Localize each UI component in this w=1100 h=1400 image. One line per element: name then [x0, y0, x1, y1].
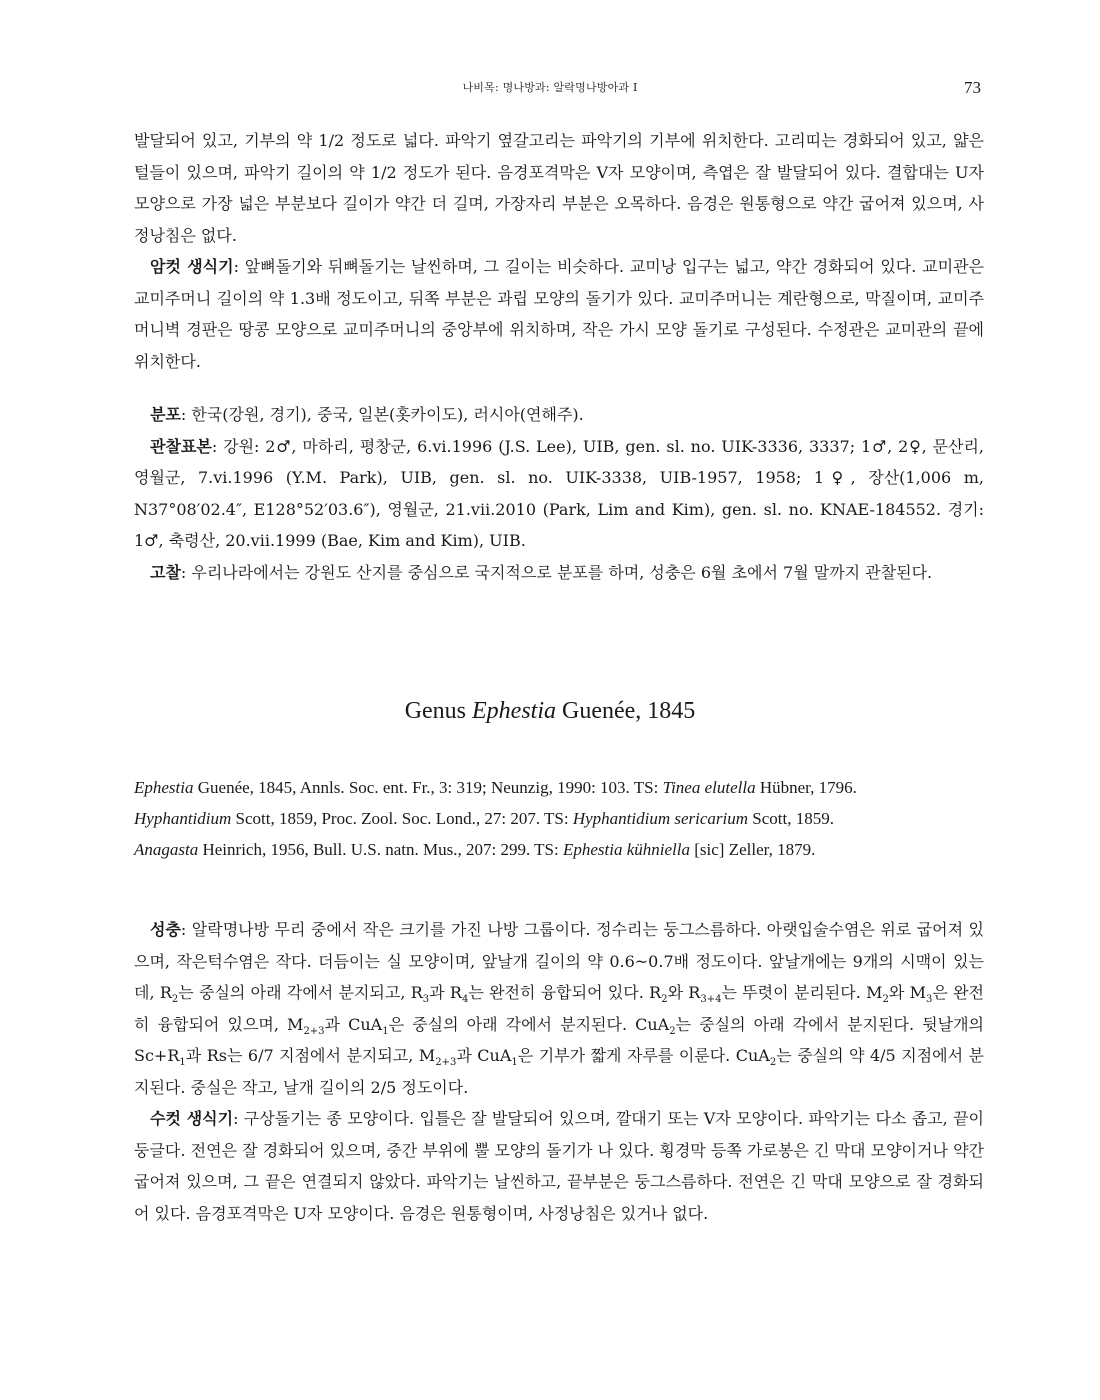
adult-text: 는 중실의 아래 각에서 분지되고, R: [178, 983, 423, 1002]
synonym-entry: [134, 834, 984, 865]
subscript: 1: [382, 1025, 389, 1037]
synonym-name: Anagasta: [134, 840, 199, 859]
adult-label: 성충: [150, 920, 181, 939]
genus-heading: [0, 698, 1100, 725]
adult-text: 와 R: [667, 983, 701, 1002]
adult-text: 과 CuA: [456, 1046, 512, 1065]
type-species-author: [sic] Zeller, 1879.: [689, 840, 816, 859]
adult-text: : 알락명나방 무리 중에서 작은 크기를 가진 나방 그룹이다. 정수리는 둥그스름하다. 아랫입술수염은 위로 굽어져 있으며, 작은턱수염은 작다. 더듬이는 실 모양이며, 앞날개 길이의 약 0.6~0.7배 정도이다. 앞날개에는 9개의 시맥이 있는데, R: [134, 920, 984, 1002]
adult-text: 과 R: [429, 983, 462, 1002]
genus-prefix: Genus: [404, 698, 473, 724]
adult-text: 은 기부가 짧게 자루를 이룬다. CuA: [517, 1046, 770, 1065]
subscript: 3: [422, 994, 430, 1006]
continued-description: [134, 125, 984, 377]
female-genitalia-paragraph: [134, 251, 984, 377]
synonym-text: Scott, 1859, Proc. Zool. Soc. Lond., 27: 207. TS:: [231, 809, 573, 828]
type-species: Hyphantidium sericarium: [572, 809, 749, 828]
male-genitalia-text: : 구상돌기는 종 모양이다. 입틀은 잘 발달되어 있으며, 깔대기 또는 V자 모양이다. 파악기는 다소 좁고, 끝이 둥글다. 전연은 잘 경화되어 있으며, 중간 부위에 뿔 모양의 돌기가 나 있다. 횡경막 등쪽 가로봉은 긴 막대 모양이거나 약간 굽어져 있으며, 그 끝은 연결되지 않았다. 파악기는 날씬하고, 끝부분은 둥그스름하다. 전연은 긴 막대 모양으로 잘 경화되어 있다. 음경포격막은 U자 모양이다. 음경은 원통형이며, 사정낭침은 있거나 없다.: [134, 1109, 984, 1223]
type-species-author: Scott, 1859.: [748, 809, 834, 828]
subscript: 3+4: [700, 994, 722, 1006]
subscript: 2+3: [435, 1057, 457, 1069]
adult-text: 는 완전히 융합되어 있다. R: [468, 983, 662, 1002]
male-genitalia-label: 수컷 생식기: [150, 1109, 234, 1128]
synonym-text: Guenée, 1845, Annls. Soc. ent. Fr., 3: 319; Neunzig, 1990: 103. TS:: [193, 778, 663, 797]
genus-name: Ephestia: [472, 698, 557, 724]
subscript: 2: [769, 1057, 777, 1069]
adult-text: 과 Rs는 6/7 지점에서 분지되고, M: [185, 1046, 436, 1065]
adult-text: 는 뚜렷이 분리된다. M: [721, 983, 883, 1002]
male-genitalia-continuation: 발달되어 있고, 기부의 약 1/2 정도로 넓다. 파악기 옆갈고리는 파악기의 기부에 위치한다. 고리띠는 경화되어 있고, 얇은 털들이 있으며, 파악기 길이의 약 1/2 정도가 된다. 음경포격막은 V자 모양이며, 측엽은 잘 발달되어 있다. 결합대는 U자 모양으로 가장 넓은 부분보다 길이가 약간 더 길며, 가장자리 부분은 오목하다. 음경은 원통형으로 약간 굽어져 있으며, 사정낭침은 없다.: [134, 131, 984, 245]
distribution-text: : 한국(강원, 경기), 중국, 일본(홋카이도), 러시아(연해주).: [180, 405, 584, 424]
genus-author: Guenée, 1845: [556, 698, 696, 724]
adult-text: 와 M: [888, 983, 926, 1002]
synonym-entry: [134, 772, 984, 803]
subscript: 1: [511, 1057, 518, 1069]
adult-text: 은 완전히 융합되어 있으며, M: [134, 983, 985, 1034]
remarks-paragraph: [134, 557, 984, 589]
type-species: Ephestia kühniella: [562, 840, 690, 859]
subscript: 2: [882, 994, 889, 1006]
remarks-text: : 우리나라에서는 강원도 산지를 중심으로 국지적으로 분포를 하며, 성충은 6월 초에서 7월 말까지 관찰된다.: [180, 562, 933, 582]
synonym-list: [134, 772, 984, 865]
genus-description: [134, 914, 984, 1229]
remarks-label: 고찰: [150, 562, 181, 582]
synonym-entry: [134, 803, 984, 834]
subscript: 4: [461, 994, 469, 1006]
adult-text: 은 중실의 아래 각에서 분지된다. CuA: [388, 1014, 670, 1034]
page-number: 73: [964, 78, 981, 97]
distribution-paragraph: [134, 399, 984, 431]
running-header: 나비목: 명나방과: 알락명나방아과 I: [462, 81, 638, 94]
specimens-text: : 강원: 2♂, 마하리, 평창군, 6.vi.1996 (J.S. Lee), UIB, gen. sl. no. UIK-3336, 3337; 1♂, 2♀, 문산리, 영월군, 7.vi.1996 (Y.M. Park), UIB, gen. sl. no. UIK-3338, UIB-1957, 1958; 1♀, 장산(1,006 m, N37°08′02.4″, E128°52′03.6″), 영월군, 21.vii.2010 (Park, Lim and Kim), gen. sl. no. KNAE-184552. 경기: 1♂, 축령산, 20.vii.1999 (Bae, Kim and Kim), UIB.: [134, 436, 984, 550]
synonym-name: Ephestia: [134, 778, 194, 797]
subscript: 1: [179, 1057, 186, 1069]
distribution-label: 분포: [150, 405, 181, 424]
synonym-text: Heinrich, 1956, Bull. U.S. natn. Mus., 207: 299. TS:: [198, 840, 563, 859]
subscript: 2+3: [303, 1025, 325, 1037]
subscript: 2: [171, 994, 179, 1006]
synonym-name: Hyphantidium: [134, 809, 232, 828]
subscript: 2: [661, 994, 668, 1006]
type-species: Tinea elutella: [662, 778, 756, 797]
adult-text: 는 중실의 약 4/5 지점에서 분지된다. 중실은 작고, 날개 길이의 2/5 정도이다.: [134, 1046, 984, 1097]
male-genitalia-paragraph: [134, 1103, 984, 1229]
adult-text: 는 중실의 아래 각에서 분지된다. 뒷날개의 Sc+R: [134, 1014, 984, 1065]
female-genitalia-label: 암컷 생식기: [150, 257, 234, 276]
adult-paragraph: [134, 914, 984, 1103]
subscript: 3: [925, 994, 933, 1006]
specimens-label: 관찰표본: [150, 436, 212, 456]
female-genitalia-text: : 앞뼈돌기와 뒤뼈돌기는 날씬하며, 그 길이는 비슷하다. 교미낭 입구는 넓고, 약간 경화되어 있다. 교미관은 교미주머니 길이의 약 1.3배 정도이고, 뒤쪽 부분은 과립 모양의 돌기가 있다. 교미주머니는 계란형으로, 막질이며, 교미주머니벽 경판은 땅콩 모양으로 교미주머니의 중앙부에 위치하며, 작은 가시 모양 돌기로 구성된다. 수정관은 교미관의 끝에 위치한다.: [134, 257, 984, 371]
specimens-paragraph: [134, 431, 984, 557]
distribution-section: [134, 399, 984, 588]
subscript: 2: [669, 1025, 676, 1037]
type-species-author: Hübner, 1796.: [755, 778, 857, 797]
adult-text: 과 CuA: [324, 1014, 383, 1034]
